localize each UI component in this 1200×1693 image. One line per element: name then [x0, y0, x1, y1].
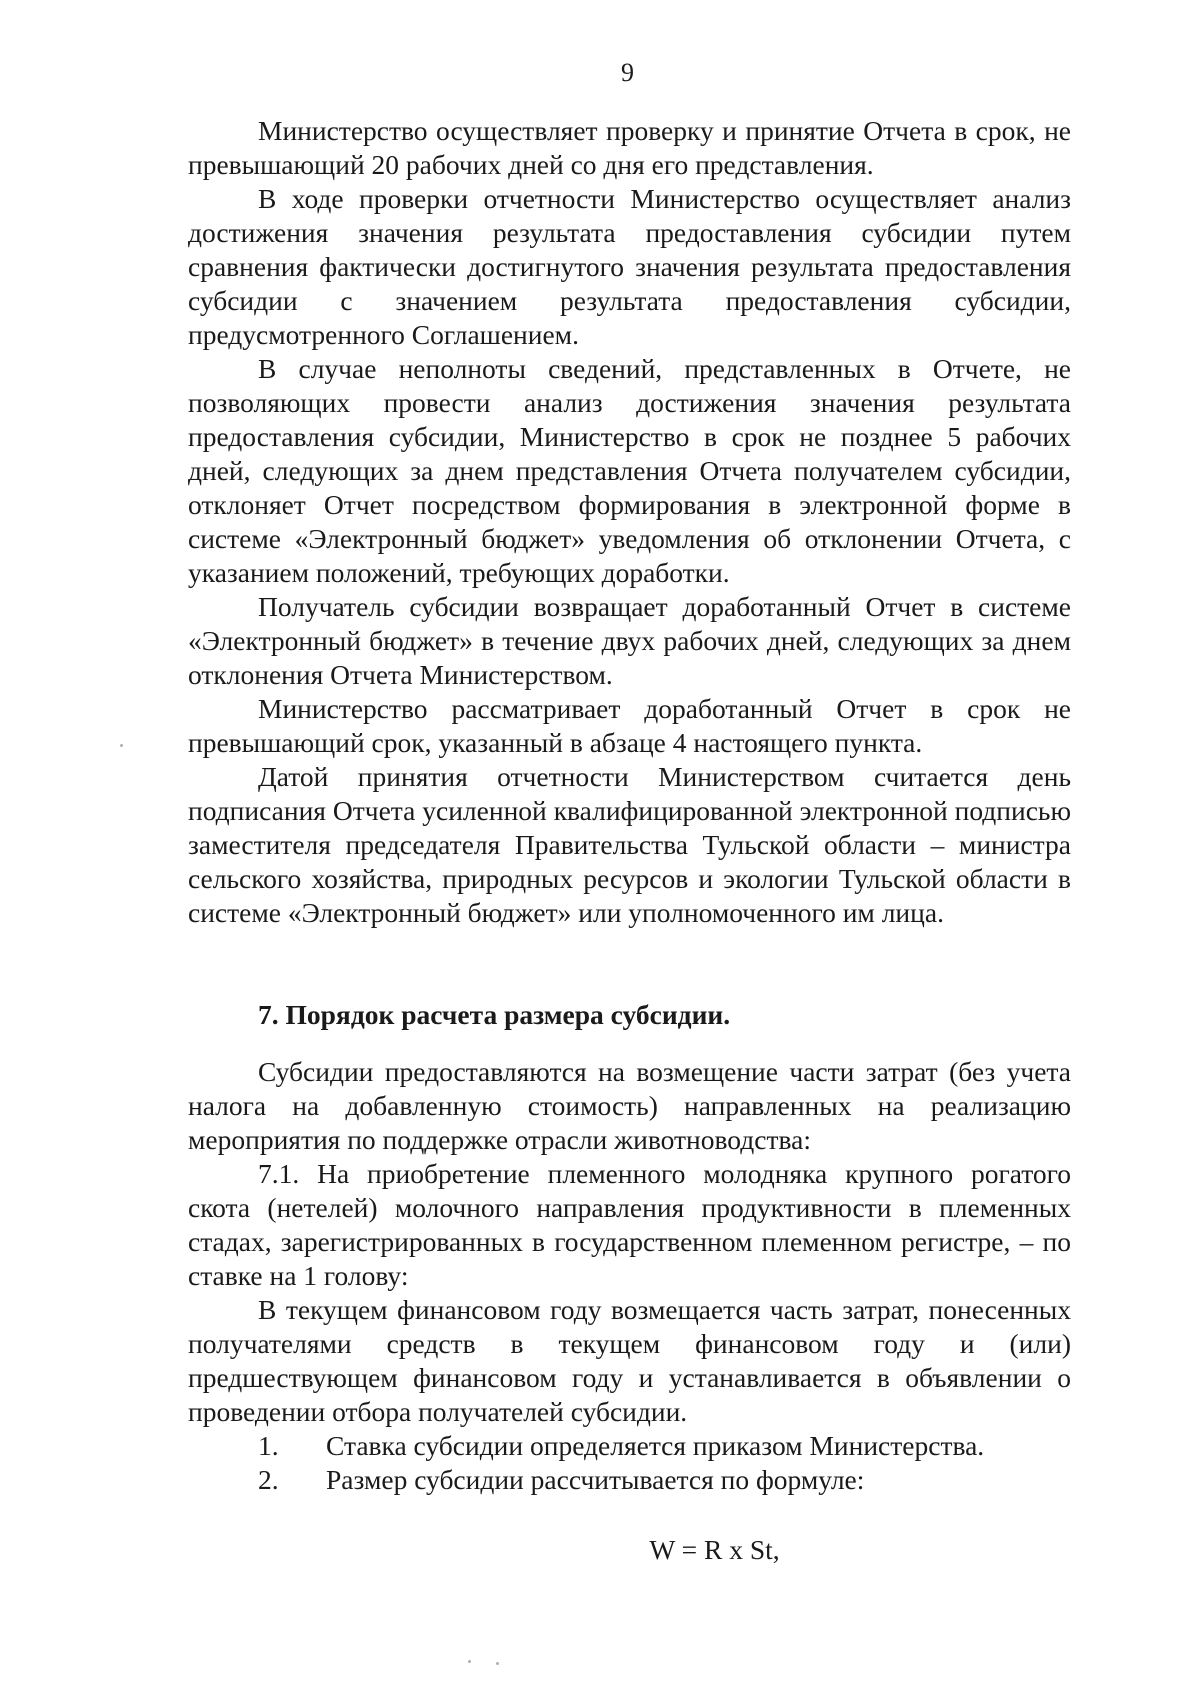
- paragraph: В ходе проверки отчетности Министерство осуществляет анализ достижения значения результата предоставления субсидии путем сравнения фактически достигнутого значения результата предоставления субсидии с значением результата предоставления субсидии, предусмотренного Соглашением.: [188, 183, 1071, 350]
- paragraph: В текущем финансовом году возмещается часть затрат, понесенных получателями средств в текущем финансовом году и (или) предшествующем финансовом году и устанавливается в объявлении о проведении отбора получателей субсидии.: [188, 1294, 1071, 1427]
- paragraph: Датой принятия отчетности Министерством считается день подписания Отчета усиленной квалифицированной электронной подписью заместителя председателя Правительства Тульской области – министра сельского хозяйства, природных ресурсов и экологии Тульской области в системе «Электронный бюджет» или уполномоченного им лица.: [188, 761, 1071, 928]
- list-item-text: Размер субсидии рассчитывается по формуле:: [326, 1464, 865, 1495]
- paragraph: В случае неполноты сведений, представленных в Отчете, не позволяющих провести анализ достижения значения результата предоставления субсидии, Министерство в срок не позднее 5 рабочих дней, следующих за днем представления Отчета получателем субсидии, отклоняет Отчет посредством формирования в электронной форме в системе «Электронный бюджет» уведомления об отклонении Отчета, с указанием положений, требующих доработки.: [188, 353, 1071, 588]
- paragraph: Министерство осуществляет проверку и принятие Отчета в срок, не превышающий 20 рабочих дней со дня его представления.: [188, 115, 1071, 180]
- page-number: 9: [621, 58, 634, 87]
- list-item-text: Ставка субсидии определяется приказом Министерства.: [326, 1430, 985, 1461]
- document-body: [188, 114, 1071, 1567]
- section-heading: 7. Порядок расчета размера субсидии.: [258, 999, 731, 1030]
- list-item: [188, 1463, 1071, 1497]
- scan-artifact: [496, 1662, 499, 1665]
- paragraph: Министерство рассматривает доработанный Отчет в срок не превышающий срок, указанный в абзаце 4 настоящего пункта.: [188, 693, 1071, 758]
- formula: W = R x St,: [649, 1534, 780, 1565]
- list-item-number: 1.: [258, 1430, 279, 1461]
- paragraph: 7.1. На приобретение племенного молодняка крупного рогатого скота (нетелей) молочного направления продуктивности в племенных стадах, зарегистрированных в государственном племенном регистре, – по ставке на 1 голову:: [188, 1158, 1071, 1291]
- scan-artifact: [468, 1660, 471, 1663]
- list-item: [188, 1429, 1071, 1463]
- paragraph: Субсидии предоставляются на возмещение части затрат (без учета налога на добавленную стоимость) направленных на реализацию мероприятия по поддержке отрасли животноводства:: [188, 1056, 1071, 1155]
- scan-artifact: [120, 744, 123, 747]
- list-item-number: 2.: [258, 1464, 279, 1495]
- paragraph: Получатель субсидии возвращает доработанный Отчет в системе «Электронный бюджет» в течение двух рабочих дней, следующих за днем отклонения Отчета Министерством.: [188, 591, 1071, 690]
